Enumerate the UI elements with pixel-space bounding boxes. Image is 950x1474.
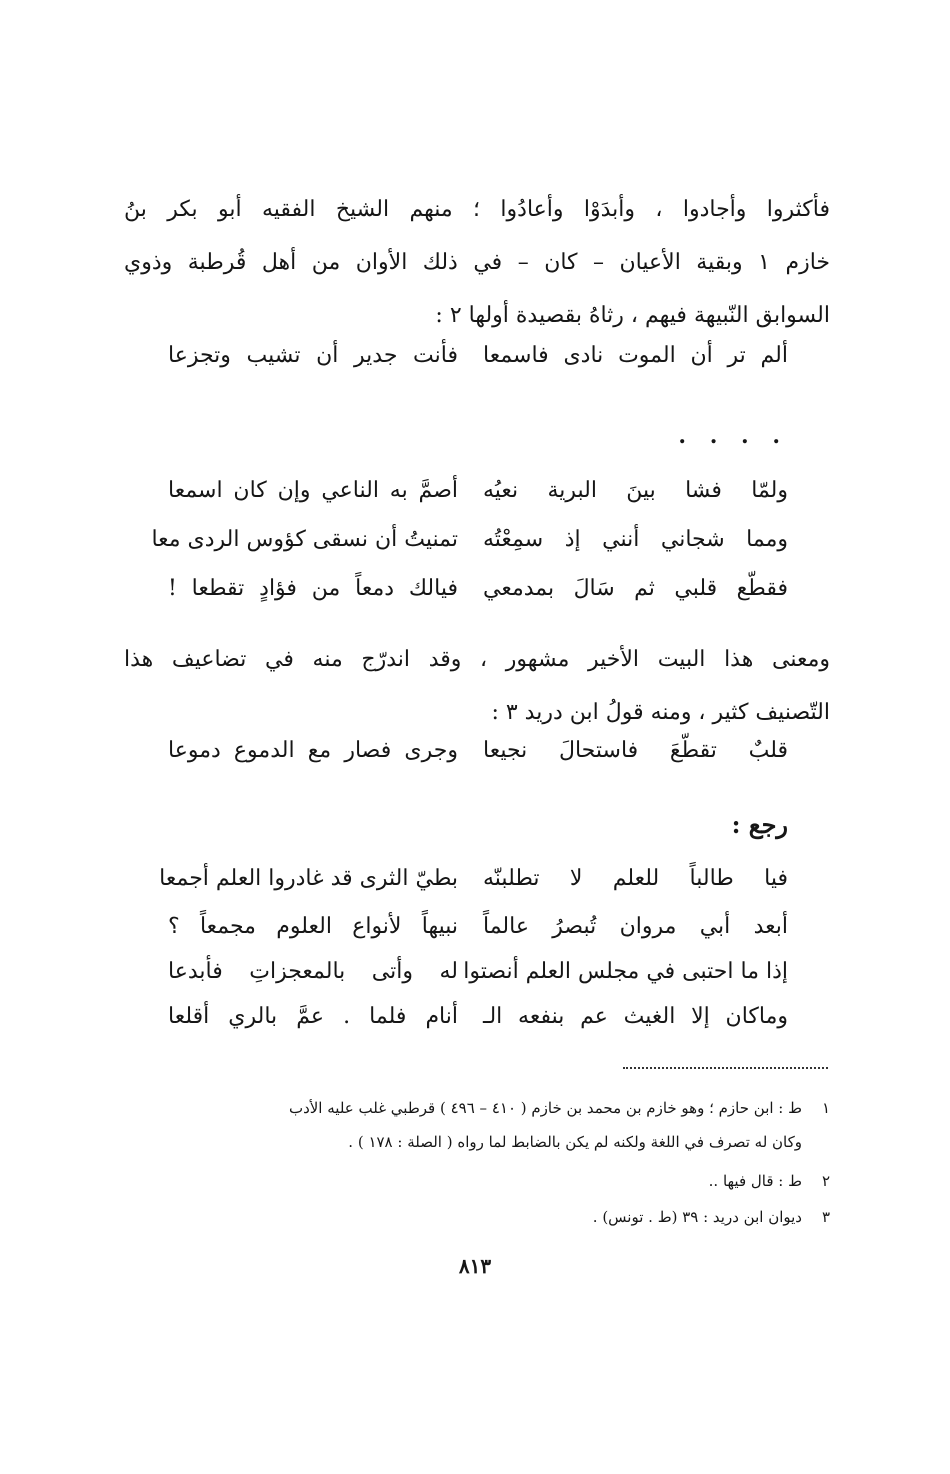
footnote-1 bbox=[289, 1090, 830, 1126]
verse-line bbox=[151, 516, 788, 564]
paragraph-line: فأكثروا وأجادوا ، وأبدَوْا وأعادُوا ؛ منهم الشيخ الفقيه أبو بكر بنُ bbox=[124, 197, 830, 222]
footnote-number: ١ bbox=[821, 1099, 830, 1117]
footnote-text: ديوان ابن دريد : ٣٩ (ط . تونس) . bbox=[592, 1208, 802, 1226]
verse-second-hemistich: له وأتى بالمعجزاتِ فأبدعا bbox=[168, 959, 458, 984]
footnote-separator bbox=[623, 1067, 828, 1069]
paragraph-commentary bbox=[124, 633, 830, 739]
paragraph-line: ومعنى هذا البيت الأخير مشهور ، وقد اندرّج منه في تضاعيف هذا bbox=[124, 647, 830, 672]
verse-line bbox=[168, 565, 788, 613]
verse-line bbox=[168, 948, 788, 996]
footnote-text: ط : قال فيها .. bbox=[708, 1172, 802, 1190]
footnote-text: وكان له تصرف في اللغة ولكنه لم يكن بالضابط لما رواه ( الصلة : ١٧٨ ) . bbox=[348, 1133, 802, 1151]
section-heading: رجع : bbox=[731, 810, 788, 839]
verse-line bbox=[159, 855, 788, 903]
verse-line bbox=[168, 332, 788, 380]
verse-first-hemistich: إذا ما احتبى في مجلس العلم أنصتوا bbox=[463, 959, 788, 984]
verse-line bbox=[168, 903, 788, 951]
verse-first-hemistich: ولمّا فشا بينَ البرية نعيُه bbox=[483, 478, 788, 503]
paragraph-line: خازم ١ وبقية الأعيان – كان – في ذلك الأوان من أهل قُرطبة وذوي bbox=[124, 250, 830, 275]
verse-line bbox=[168, 467, 788, 515]
verse-first-hemistich: وماكان إلا الغيث عم بنفعه الـ bbox=[483, 1004, 788, 1029]
verse-first-hemistich: ومما شجاني أنني إذ سمِعْتُه bbox=[483, 527, 788, 552]
paragraph-intro bbox=[124, 183, 830, 342]
verse-second-hemistich: بطيّ الثرى قد غادروا العلم أجمعا bbox=[159, 866, 458, 891]
verse-second-hemistich: فأنت جدير أن تشيب وتجزعا bbox=[168, 343, 458, 368]
verse-second-hemistich: فيالك دمعاً من فؤادٍ تقطعا ! bbox=[168, 576, 458, 601]
verse-first-hemistich: ألم تر أن الموت نادى فاسمعا bbox=[483, 343, 788, 368]
verse-first-hemistich: أبعد أبي مروان تُبصرُ عالماً bbox=[483, 914, 788, 939]
verse-second-hemistich: وجرى فصار مع الدموع دموعا bbox=[168, 738, 458, 763]
paragraph-line: التّصنيف كثير ، ومنه قولُ ابن دريد ٣ : bbox=[491, 700, 830, 725]
ellipsis-dots: . . . . bbox=[678, 423, 788, 449]
verse-line bbox=[168, 993, 788, 1041]
paragraph-line: السوابق النّبيهة فيهم ، رثاهُ بقصيدة أولها ٢ : bbox=[435, 303, 830, 328]
footnote-text: ط : ابن حازم ؛ وهو خازم بن محمد بن خازم ( ٤١٠ – ٤٩٦ ) قرطبي غلب عليه الأدب bbox=[288, 1099, 802, 1117]
verse-second-hemistich: تمنيتُ أن نسقى كؤوس الردى معا bbox=[151, 527, 458, 552]
footnote-3 bbox=[593, 1199, 830, 1235]
verse-line bbox=[168, 727, 788, 775]
footnote-number: ٢ bbox=[821, 1172, 830, 1190]
verse-first-hemistich: فيا طالباً للعلم لا تطلبنّه bbox=[483, 866, 788, 891]
verse-second-hemistich: نبيهاً لأنواع العلوم مجمعاً ؟ bbox=[168, 914, 458, 939]
verse-first-hemistich: فقطّع قلبي ثم سَالَ بمدمعي bbox=[483, 576, 788, 601]
page-number: ٨١٣ bbox=[458, 1254, 492, 1278]
verse-second-hemistich: أصمَّ به الناعي وإن كان اسمعا bbox=[168, 478, 458, 503]
verse-first-hemistich: قلبٌ تقطّعَ فاستحالَ نجيعا bbox=[483, 738, 788, 763]
verse-second-hemistich: أنام فلما . عمَّ بالري أقلعا bbox=[168, 1004, 458, 1029]
footnote-number: ٣ bbox=[821, 1208, 830, 1226]
footnote-2 bbox=[709, 1163, 830, 1199]
footnote-1-continuation bbox=[348, 1124, 802, 1160]
